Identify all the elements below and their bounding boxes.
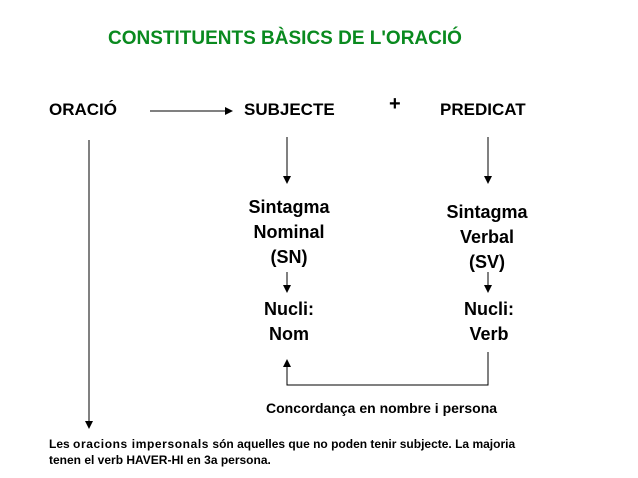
note-prefix: Les [49,437,74,451]
label-oracio: ORACIÓ [49,100,117,119]
label-subjecte: SUBJECTE [244,100,335,119]
label-predicat: PREDICAT [440,100,526,119]
sn-line-1: Sintagma [248,197,330,217]
note-emphasis: oracions impersonals [73,437,210,451]
nucli-verb-line-1: Nucli: [463,299,514,319]
agreement-label: Concordança en nombre i persona [266,400,498,416]
sv-line-3: (SV) [469,252,505,272]
note-rest-line1: són aquelles que no poden tenir subjecte. La majoria [209,437,516,451]
note-line2: tenen el verb HAVER-HI en 3a persona. [49,453,271,467]
agreement-bracket [287,352,488,385]
sn-line-2: Nominal [253,222,325,242]
sv-line-2: Verbal [459,227,515,247]
nucli-nom-line-1: Nucli: [263,299,314,319]
nucli-verb-line-2: Verb [469,324,509,344]
diagram-title: CONSTITUENTS BÀSICS DE L'ORACIÓ [108,28,462,49]
sn-line-3: (SN) [270,247,308,267]
plus-sign: + [389,93,401,115]
sv-line-1: Sintagma [446,202,528,222]
nucli-nom-line-2: Nom [269,324,309,344]
